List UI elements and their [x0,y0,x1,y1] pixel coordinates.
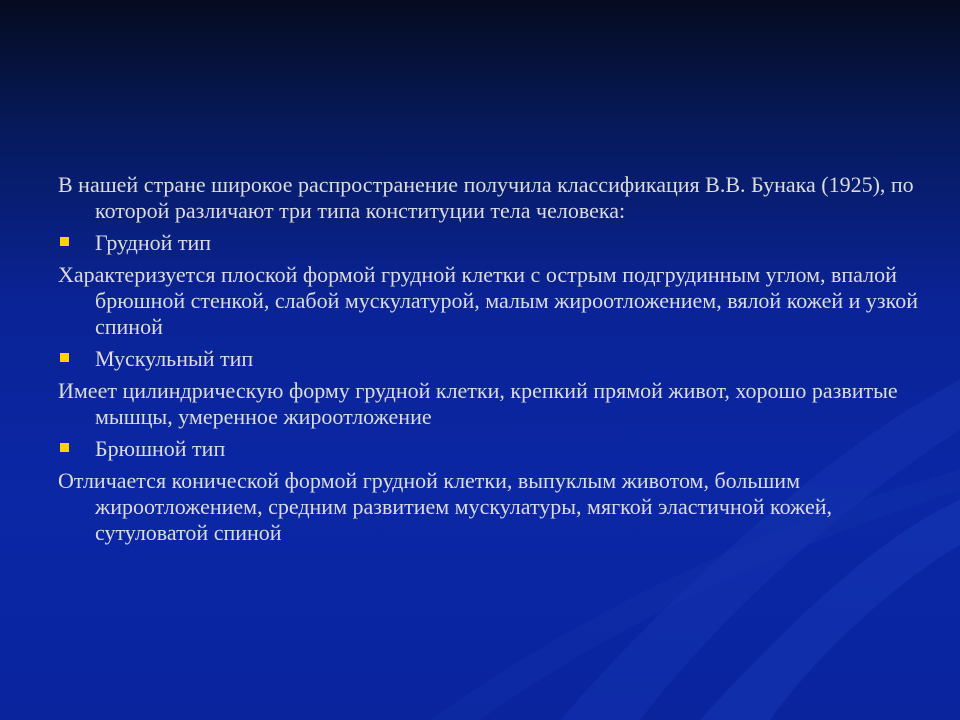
square-bullet-icon [60,237,69,246]
square-bullet-icon [60,353,69,362]
bullet-item-abdominal-type [58,436,918,462]
bullet-label: Брюшной тип [95,436,226,461]
bullet-item-muscular-type [58,346,918,372]
description-muscular-type: Имеет цилиндрическую форму грудной клетки, крепкий прямой живот, хорошо развитые мышцы, умеренное жироотложение [58,378,898,429]
bullet-label: Мускульный тип [95,346,254,371]
bullet-label: Грудной тип [95,230,212,255]
square-bullet-icon [60,443,69,452]
bullet-item-chest-type [58,230,918,256]
description-chest-type: Характеризуется плоской формой грудной клетки с острым подгрудинным углом, впалой брюшной стенкой, слабой мускулатурой, малым жироотложением, вялой кожей и узкой спиной [58,262,918,339]
slide-content [58,172,918,552]
intro-paragraph: В нашей стране широкое распространение получила классификация В.В. Бунака (1925), по которой различают три типа конституции тела человека: [58,172,914,223]
description-abdominal-type: Отличается конической формой грудной клетки, выпуклым животом, большим жироотложением, средним развитием мускулатуры, мягкой эластичной кожей, сутуловатой спиной [58,468,832,545]
